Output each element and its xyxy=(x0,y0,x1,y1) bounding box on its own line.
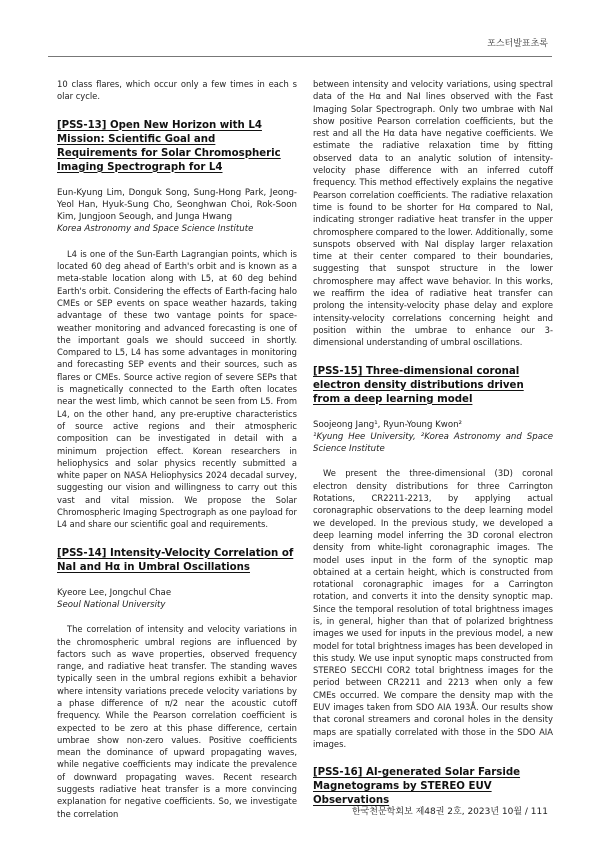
lead-text: 10 class flares, which occur only a few times in each s olar cycle. xyxy=(57,79,297,102)
abstract-authors: Eun-Kyung Lim, Donguk Song, Sung-Hong Park, Jeong-Yeol Han, Hyuk-Sung Cho, Seonghwan Choi, Rok-Soon Kim, Jungjoon Seough, and Junga Hwang xyxy=(57,187,297,223)
right-column xyxy=(313,78,553,808)
abstract-title: [PSS-14] Intensity-Velocity Correlation of NaI and Hα in Umbral Oscillations xyxy=(57,547,294,573)
abstract-pss-13 xyxy=(57,119,297,531)
abstract-title: [PSS-16] AI-generated Solar Farside Magnetograms by STEREO EUV Observations xyxy=(313,767,521,807)
abstract-affiliation: Korea Astronomy and Space Science Institute xyxy=(57,224,254,235)
abstract-pss-16 xyxy=(313,766,553,808)
left-column xyxy=(57,78,297,820)
running-header: 포스터발표초록 xyxy=(487,39,548,49)
page-footer: 한국천문학회보 제48권 2호, 2023년 10월 / 111 xyxy=(351,807,548,817)
header-rule xyxy=(48,56,552,57)
abstract-title: [PSS-15] Three-dimensional coronal electron density distributions driven from a deep learning model xyxy=(313,365,524,405)
continuation-text: between intensity and velocity variations, using spectral data of the Hα and NaI lines observed with the Fast Imaging Solar Spectrograph. Only two umbrae with NaI show positive Pearson correlation coefficients, but the rest and all the Hα data have negative coefficients. We estimate the radiative relaxation time by fitting observed data to an analytic solution of intensity-velocity phase difference with an inferred cutoff frequency. This method effectively explains the negative Pearson correlation coefficients. The radiative relaxation time is found to be shorter for Hα compared to NaI, indicating stronger radiative heat transfer in the upper chromosphere compared to the lower. Additionally, some sunspots observed with NaI display larger relaxation time at their center compared to their boundaries, suggesting that sunspot structure in the lower chromosphere may affect wave behavior. In this works, we reaffirm the idea of radiative heat transfer can prolong the intensity-velocity phase delay and explore intensity-velocity correlations concerning height and position within the umbrae to enhance our 3-dimensional understanding of umbral oscillations. xyxy=(313,79,553,348)
abstract-body: The correlation of intensity and velocity variations in the chromospheric umbral regions are influenced by factors such as wave properties, observed frequency range, and radiative heat transfer. The standing waves typically seen in the umbral regions exhibit a behavior where intensity variations precede velocity variations by a phase difference of π/2 near the acoustic cutoff frequency. While the Pearson correlation coefficient is expected to be zero at this phase difference, certain umbrae show non-zero values. Positive coefficients mean the dominance of upward propagating waves, while negative coefficients may indicate the prevalence of downward propagating waves. Recent research suggests radiative heat transfer is a more convincing explanation for negative coefficients. So, we investigate the correlation xyxy=(57,624,297,819)
abstract-authors: Kyeore Lee, Jongchul Chae xyxy=(57,587,172,598)
abstract-body: L4 is one of the Sun-Earth Lagrangian points, which is located 60 deg ahead of Earth's orbit and is known as a meta-stable location along with L5, at 60 deg behind Earth's orbit. Considering the effects of Earth-facing halo CMEs or SEP events on space weather hazards, taking advantage of these two vantage points for space-weather monitoring and advanced forecasting is one of the important goals we should succeed in shortly. Compared to L5, L4 has some advantages in monitoring and forecasting SEP events and their sources, such as flares or CMEs. Source active region of severe SEPs that is magnetically connected to the Earth often locates near the west limb, which cannot be seen from L5. From L4, on the other hand, any pre-eruptive characteristics of source active regions and their atmospheric composition can be investigated in detail with a minimum projection effect. Korean researchers in heliophysics and solar physics recently submitted a white paper on NASA Heliophysics 2024 decadal survey, suggesting our vision and willingness to carry out this vast and vital mission. We propose the Solar Chromospheric Imaging Spectrograph as one payload for L4 and share our scientific goal and requirements. xyxy=(57,248,297,530)
abstract-affiliation: ¹Kyung Hee University, ²Korea Astronomy and Space Science Institute xyxy=(313,431,553,455)
abstract-title: [PSS-13] Open New Horizon with L4 Mission: Scientific Goal and Requirements for Solar Chromospheric Imaging Spectrograph for L4 xyxy=(57,119,281,173)
abstract-pss-15 xyxy=(313,365,553,751)
abstract-authors: Soojeong Jang¹, Ryun-Young Kwon² xyxy=(313,419,462,430)
abstract-affiliation: Seoul National University xyxy=(57,599,166,610)
abstract-body: We present the three-dimensional (3D) coronal electron density distributions for three Carrington Rotations, CR2211-2213, by applying actual coronagraphic observations to the deep learning model we developed. In the previous study, we developed a deep learning model inferring the 3D coronal electron density from white-light coronagraphic images. The model uses input in the form of the synoptic map obtained at a certain height, which is constructed from rotational coronagraphic images for a Carrington rotation, and converts it into the density synoptic map. Since the temporal resolution of total brightness images is, in general, higher than that of polarized brightness images we used for inputs in the previous model, a new model for total brightness images has been developed in this study. We use input synoptic maps constructed from STEREO SECCHI COR2 total brightness images for the period between CR2211 and 2213 when only a few CMEs occurred. We compare the density map with the EUV images taken from SDO AIA 193Å. Our results show that coronal streamers and coronal holes in the density maps are spatially correlated with those in the SDO AIA images. xyxy=(313,468,553,749)
abstract-pss-14 xyxy=(57,547,297,820)
